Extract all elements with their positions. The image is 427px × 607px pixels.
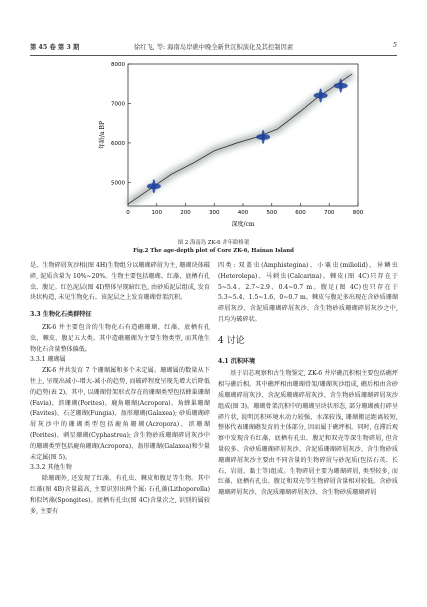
x-tick-label: 300 (209, 210, 220, 216)
figure-caption-en: Fig.2 The age-depth plot of Core ZK-6, Hainan Island (133, 248, 294, 254)
x-tick-label: 800 (352, 210, 364, 216)
left-column (30, 261, 210, 517)
paragraph: ZK-6 井共发育 7 个珊瑚属和多个未定属。珊瑚属的数量从下往上, 呈现出减小-增大-减小的趋势, 而破碎程度呈现先增大后降低的趋势(表 2)。其中, 以珊瑚骨架形式存在的珊瑚类型包括蜂巢珊瑚(Favia)、滨珊瑚(Porites)、鹿角珊瑚(Acropora)、角蜂巢珊瑚(Favites)、石芝珊瑚(Fungia)、盔形珊瑚(Galaxea); 砂质珊瑚碎屑灰沙中的珊瑚类型包括鹿角珊瑚(Acropora)、滨珊瑚(Porites)、刺星珊瑚(Cyphastrea); 含生物砂质珊瑚碎屑灰沙中的珊瑚类型包括鹿角珊瑚(Acropora)、盔形珊瑚(Galaxea)和少量未定属(图 5)。 (30, 367, 210, 461)
y-tick-label: 8000 (111, 62, 125, 68)
paragraph: 四类: 双盖虫(Amphistegina)、小粟虫(miliolid)、异鳞虫(Heterolepa)、马刺虫(Calcarina)。棘皮(图 4C)只存在于 5~5.4、2.7~2.9、0.4~0.7 m。腹足(图 4C)也只存在于 5.3~5.4、1.5~1.6、0~0.7 m。棘皮与腹足多出现在含砂质珊瑚碎屑灰沙、含泥质珊瑚碎屑灰沙、含生物砂质珊瑚碎屑灰沙之中, 且均为破碎状。 (218, 262, 398, 323)
dated-sample-1-vertical (152, 179, 155, 193)
paragraph: ZK-6 井主要包含的生物化石有造礁珊瑚、红藻、底栖有孔虫、棘皮、腹足五大类。其中造礁珊瑚为主要生物类型, 而其他生物化石含量整体偏低。 (30, 323, 210, 353)
x-tick-label: 100 (151, 210, 162, 216)
volume-issue: 第 45 卷 第 3 期 (30, 44, 80, 51)
running-title: 徐红飞, 等: 海南岛岸礁中晚全新世沉积演化及其控制因素 (133, 44, 294, 51)
page-header (30, 42, 397, 54)
figure-caption-cn: 图 2 海南岛 ZK-6 井年龄格架 (177, 240, 250, 246)
dated-sample-2-vertical (262, 130, 265, 144)
paragraph: 基于岩芯观察和古生物鉴定, ZK-6 井岸礁沉积相主要包括礁坪相与礁后相。其中礁坪相由珊瑚骨架/珊瑚灰沙组成, 礁后相由含砂质珊瑚碎屑灰沙、含泥质珊瑚碎屑灰沙、含生物砂质珊瑚碎屑灰沙组成(图 3)。珊瑚骨架沉积中的珊瑚呈块状形态, 部分珊瑚被打碎呈碎片状, 说明沉积环境水动力较强、水深较浅, 珊瑚搬运距离较短, 整体代表珊瑚礁发育的主体部分, 因而属于礁坪相。同时, 在滞后观察中发现含有红藻、底栖有孔虫、腹足和双壳等深生物碎屑, 但含量较多。含砂质珊瑚碎屑灰沙、含泥质珊瑚碎屑灰沙、含生物砂质珊瑚碎屑灰沙主要由不同含量的生物碎屑与砂泥质(包括石英、长石、岩屑、黏土等)组成。生物碎屑主要为珊瑚碎屑, 类型较多, 而红藻、底栖有孔虫、腹足和双壳等生物碎屑含量相对较低。含砂质珊瑚碎屑灰沙、含泥质珊瑚碎屑灰沙、含生物砂质珊瑚碎屑 (218, 370, 398, 497)
section-heading: 4.1 沉积环境 (218, 357, 256, 365)
header-rule (30, 55, 397, 56)
y-tick-label: 5000 (111, 180, 125, 187)
x-tick-label: 400 (237, 210, 249, 216)
subsection-heading: 3.3.1 珊瑚属 (30, 356, 66, 364)
paragraph: 是、生物碎屑灰沙相(图 4H)生物组分以珊瑚碎屑为主, 珊瑚块体破碎, 泥质含量为 10%~20%。生物主要包括珊瑚、红藻、底栖有孔虫、腹足。红色泥层(图 4I)整体呈现暗红色, 由砂质泥层组成, 发育块状构造, 未见生物化石。该泥层之上发育珊瑚骨架沉积。 (30, 262, 210, 302)
right-column (218, 261, 398, 499)
y-axis-label: 年龄/a BP (99, 121, 106, 149)
x-tick-label: 700 (324, 210, 335, 216)
dated-sample-3-vertical (319, 89, 322, 103)
y-tick-label: 6000 (111, 140, 125, 147)
dated-sample-4-vertical (339, 79, 342, 93)
x-tick-label: 600 (295, 210, 306, 216)
paragraph: 除珊瑚外, 还发现了红藻、有孔虫、棘皮和腹足等生物。其中红藻(图 4B)含量最高, 主要识别出两个属: 石孔藻(Lithoporella)和似钙藻(Spongites)。底栖有孔虫(图 4C)含量次之, 识别的属较多, 主要有 (30, 475, 210, 515)
x-axis-label: 深度/cm (231, 221, 255, 228)
x-tick-label: 0 (126, 210, 130, 216)
page-number: 5 (392, 42, 397, 49)
x-tick-label: 200 (180, 210, 191, 216)
y-tick-label: 7000 (111, 101, 125, 108)
x-tick-label: 500 (266, 210, 277, 216)
subsection-heading: 3.3.2 其他生物 (30, 464, 72, 472)
section-heading: 3.3 生物化石类群特征 (30, 311, 92, 319)
chapter-heading: 4 讨论 (218, 335, 245, 346)
age-depth-chart (80, 58, 370, 236)
